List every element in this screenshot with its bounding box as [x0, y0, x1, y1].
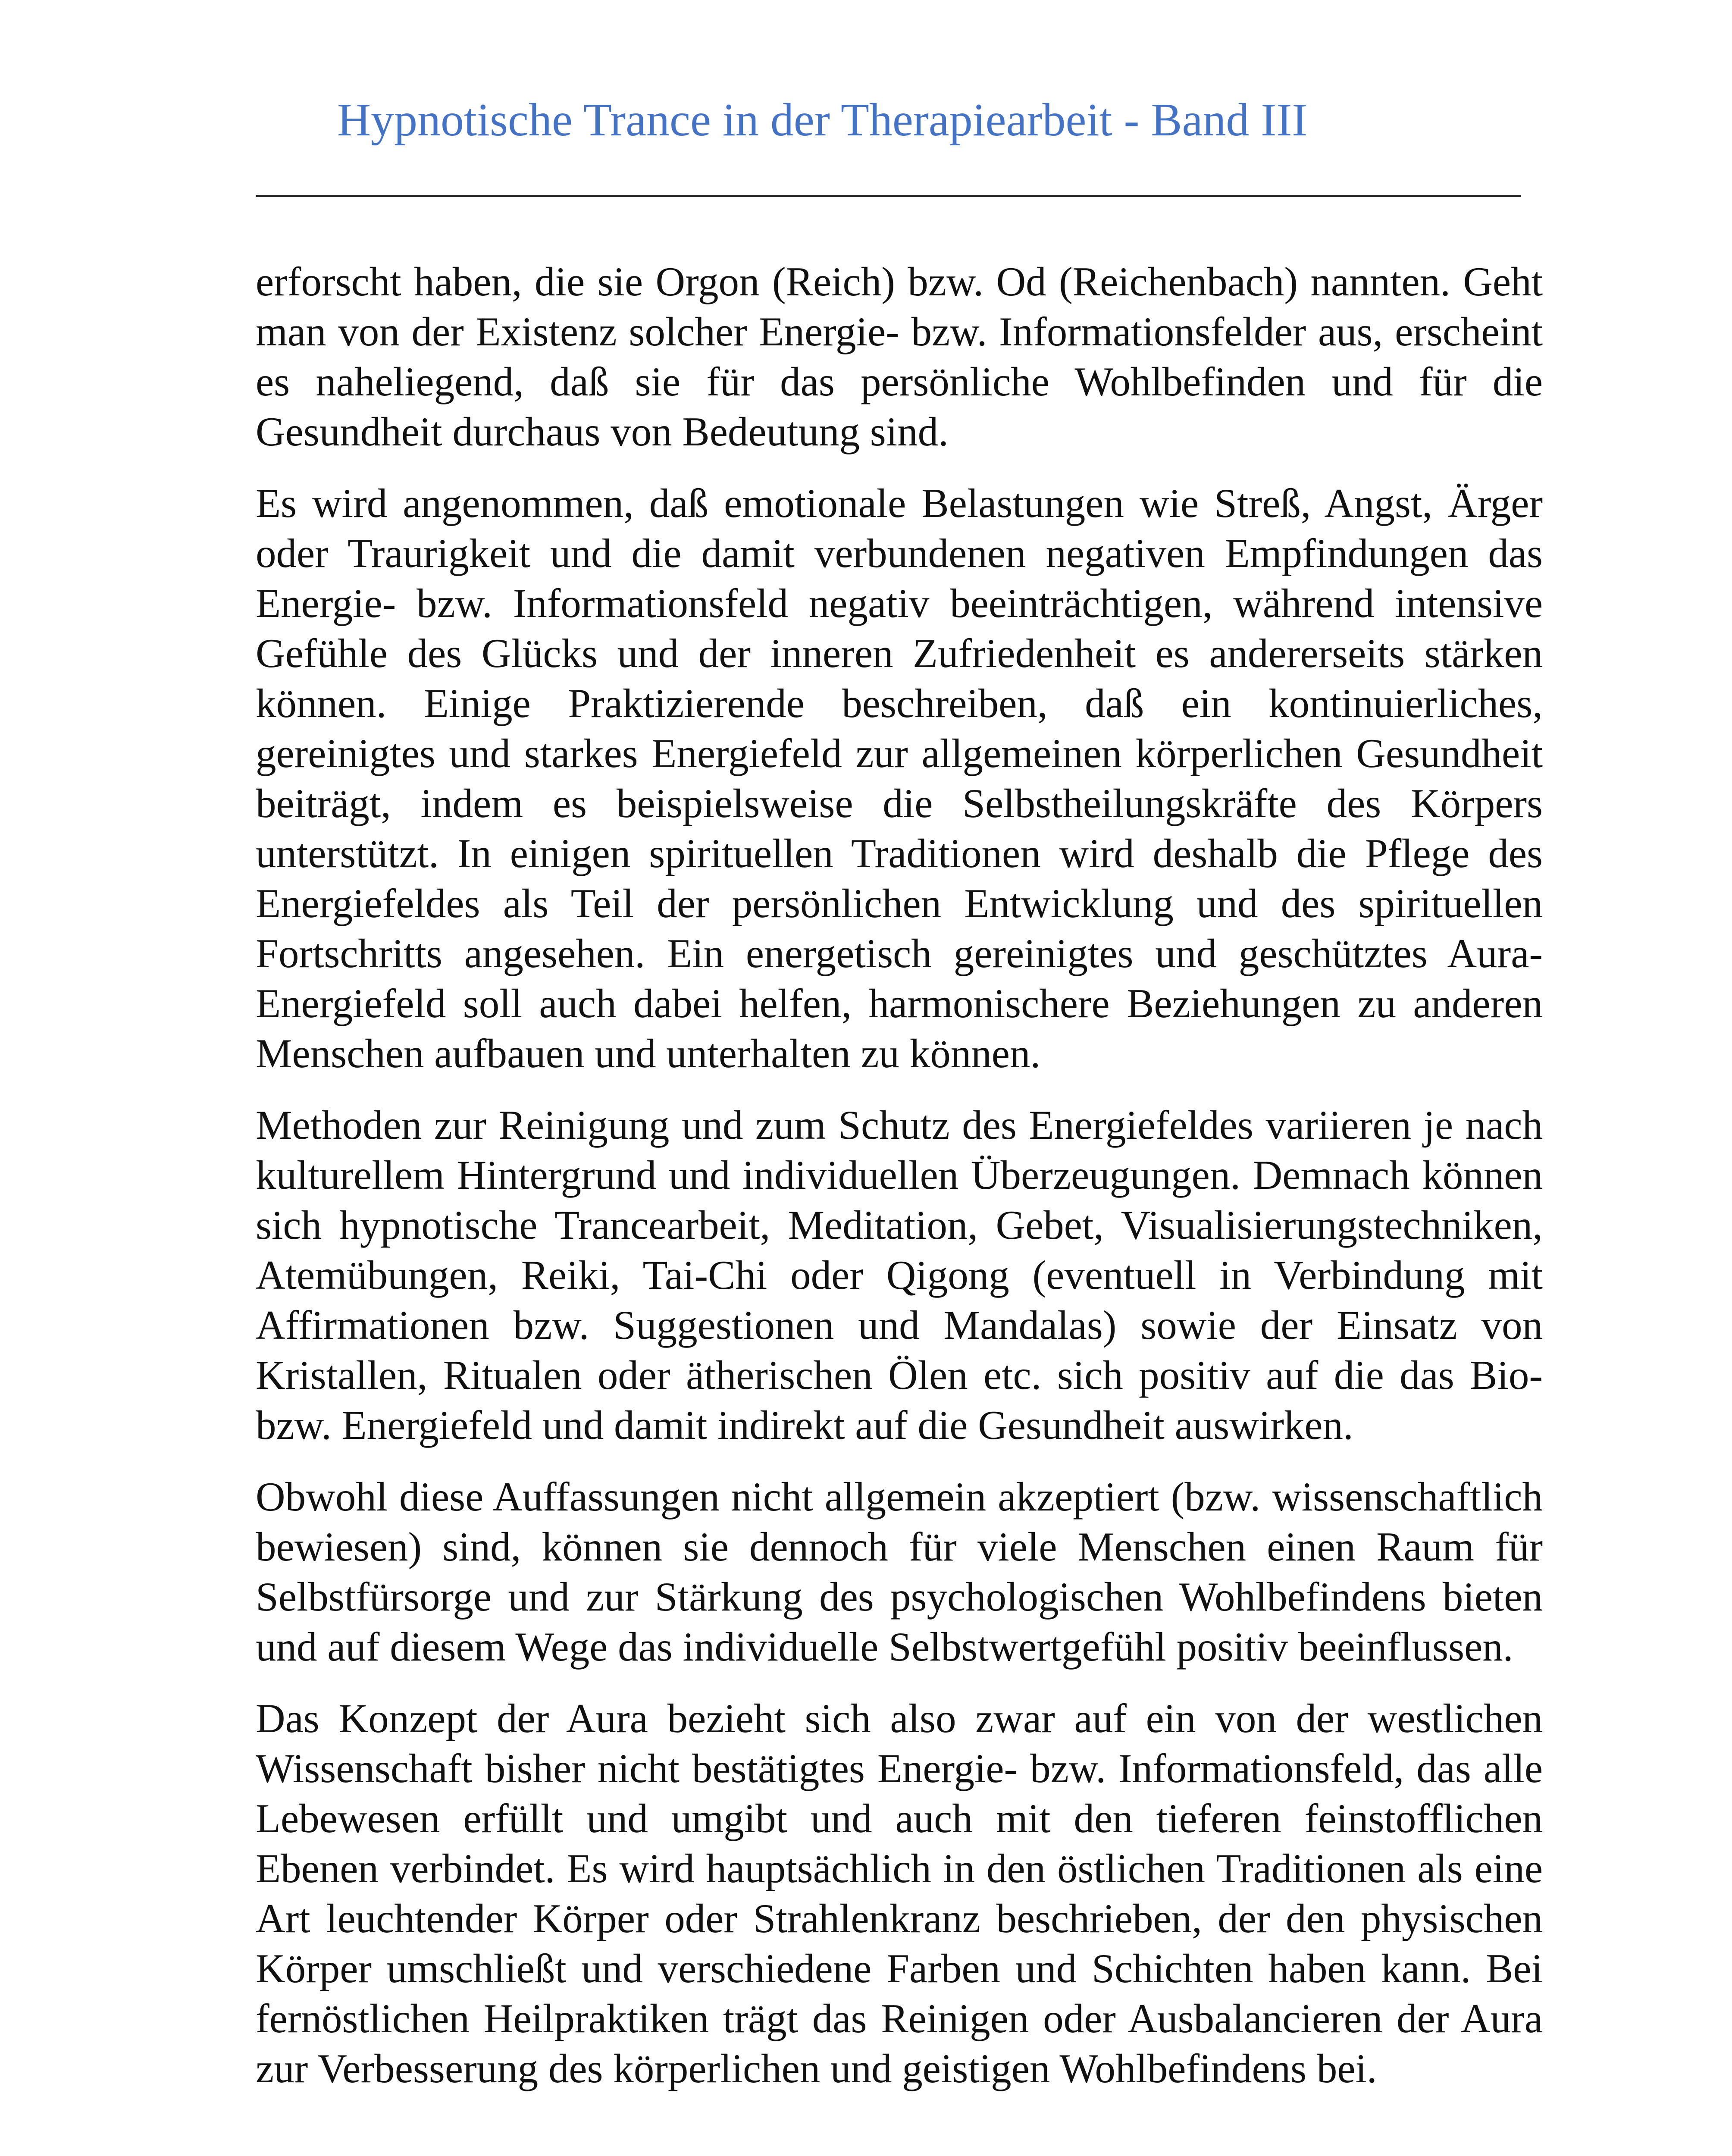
- paragraph: Das Konzept der Aura bezieht sich also zwar auf ein von der westlichen Wissenschaft bisher nicht bestätigtes Energie- bzw. Informationsfeld, das alle Lebewesen erfüllt und umgibt und auch mit den tieferen feinstofflichen Ebenen verbindet. Es wird hauptsächlich in den östlichen Traditionen als eine Art leuchtender Körper oder Strahlenkranz beschrieben, der den physischen Körper umschließt und verschiedene Farben und Schichten haben kann. Bei fernöstlichen Heilpraktiken trägt das Reinigen oder Ausbalancieren der Aura zur Verbesserung des körperlichen und geistigen Wohlbefindens bei.: [256, 1695, 1543, 2091]
- running-header: Hypnotische Trance in der Therapiearbeit - Band III: [337, 94, 1308, 146]
- paragraph: Obwohl diese Auffassungen nicht allgemein akzeptiert (bzw. wissenschaftlich bewiesen) sind, können sie dennoch für viele Menschen einen Raum für Selbstfürsorge und zur Stärkung des psychologischen Wohlbefindens bieten und auf diesem Wege das individuelle Selbstwertgefühl positiv beeinflussen.: [256, 1474, 1543, 1670]
- header-rule: [256, 195, 1521, 197]
- body-text: [256, 257, 1543, 2115]
- paragraph: Es wird angenommen, daß emotionale Belastungen wie Streß, Angst, Ärger oder Traurigkeit und die damit verbundenen negativen Empfindungen das Energie- bzw. Informationsfeld negativ beeinträchtigen, während intensive Gefühle des Glücks und der inneren Zufriedenheit es andererseits stärken können. Einige Praktizierende beschreiben, daß ein kontinuierliches, gereinigtes und starkes Energiefeld zur allgemeinen körperlichen Gesundheit beiträgt, indem es beispielsweise die Selbstheilungskräfte des Körpers unterstützt. In einigen spirituellen Traditionen wird deshalb die Pflege des Energiefeldes als Teil der persönlichen Entwicklung und des spirituellen Fortschritts angesehen. Ein energetisch gereinigtes und geschütztes Aura-Energiefeld soll auch dabei helfen, harmonischere Beziehungen zu anderen Menschen aufbauen und unterhalten zu können.: [256, 480, 1543, 1076]
- paragraph: erforscht haben, die sie Orgon (Reich) bzw. Od (Reichenbach) nannten. Geht man von der Existenz solcher Energie- bzw. Informationsfelder aus, erscheint es naheliegend, daß sie für das persönliche Wohlbefinden und für die Gesundheit durchaus von Bedeutung sind.: [256, 259, 1543, 454]
- paragraph: Methoden zur Reinigung und zum Schutz des Energiefeldes variieren je nach kulturellem Hintergrund und individuellen Überzeugungen. Demnach können sich hypnotische Trancearbeit, Meditation, Gebet, Visualisierungstechniken, Atemübungen, Reiki, Tai-Chi oder Qigong (eventuell in Verbindung mit Affirmationen bzw. Suggestionen und Mandalas) sowie der Einsatz von Kristallen, Ritualen oder ätherischen Ölen etc. sich positiv auf die das Bio- bzw. Energiefeld und damit indirekt auf die Gesundheit auswirken.: [256, 1102, 1543, 1448]
